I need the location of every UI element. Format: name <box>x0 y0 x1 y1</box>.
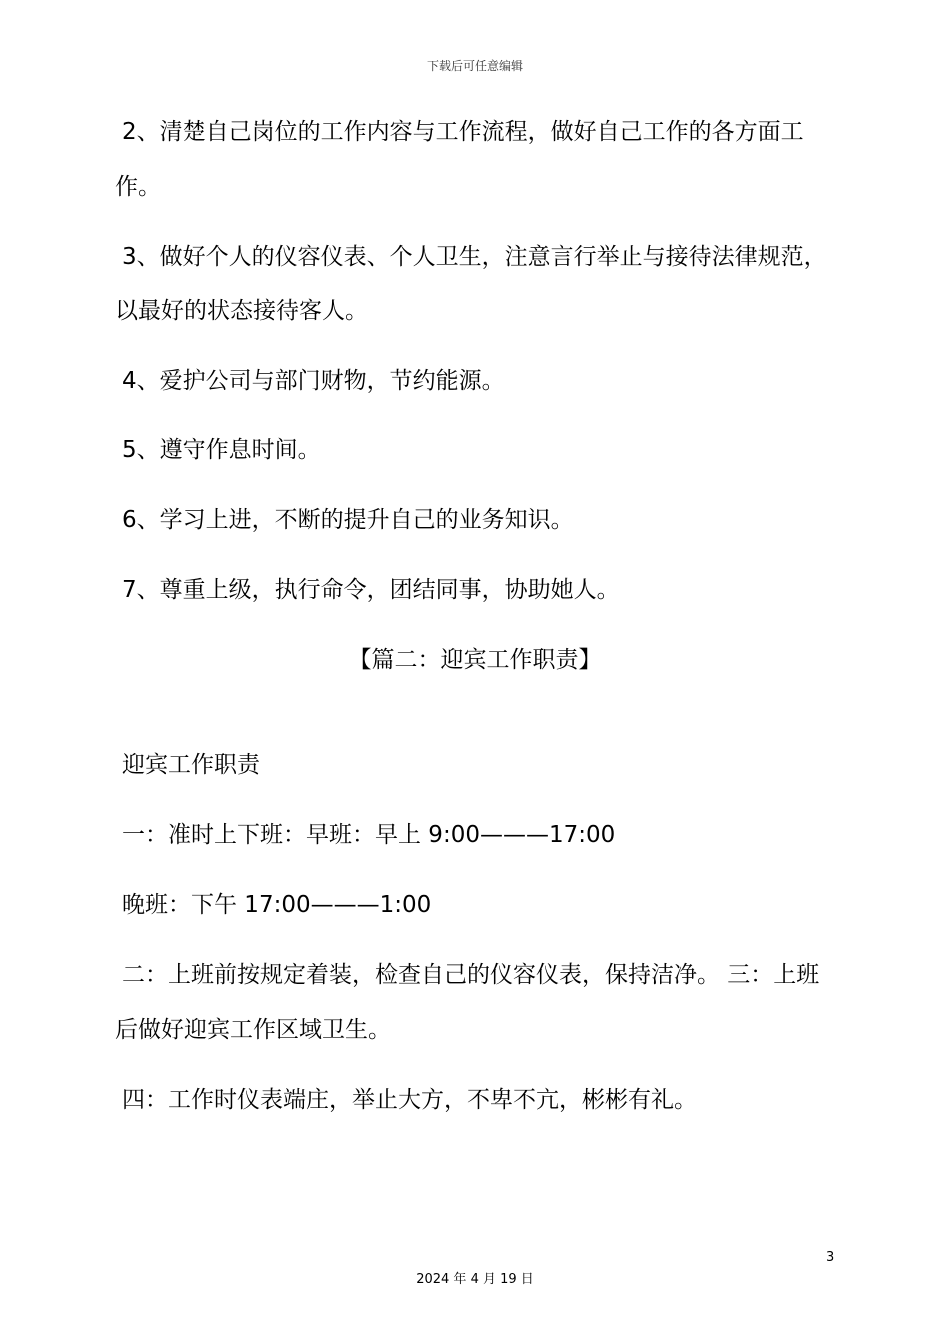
footer-date: 2024 年 4 月 19 日 <box>416 1272 534 1287</box>
duty-1-evening: 晚班：下午 17:00———1:00 <box>122 892 432 918</box>
section-title: 【篇二：迎宾工作职责】 <box>348 647 602 673</box>
page-number: 3 <box>826 1250 835 1265</box>
list-item-3-line-2: 以最好的状态接待客人。 <box>115 298 368 324</box>
duty-4: 四：工作时仪表端庄，举止大方，不卑不亢，彬彬有礼。 <box>122 1087 697 1113</box>
list-item-2-line-1: 2、清楚自己岗位的工作内容与工作流程，做好自己工作的各方面工 <box>122 119 804 145</box>
list-item-6: 6、学习上进，不断的提升自己的业务知识。 <box>122 507 574 533</box>
subheading: 迎宾工作职责 <box>122 752 260 778</box>
page-header: 下载后可任意编辑 <box>426 59 523 73</box>
duty-2-line-2: 后做好迎宾工作区域卫生。 <box>115 1017 391 1043</box>
list-item-3-line-1: 3、做好个人的仪容仪表、个人卫生，注意言行举止与接待法律规范， <box>122 244 827 270</box>
list-item-4: 4、爱护公司与部门财物，节约能源。 <box>122 368 505 394</box>
list-item-7: 7、尊重上级，执行命令，团结同事，协助她人。 <box>122 577 620 603</box>
duty-2-line-1: 二：上班前按规定着装，检查自己的仪容仪表，保持洁净。 三：上班 <box>122 962 820 988</box>
list-item-5: 5、遵守作息时间。 <box>122 437 321 463</box>
list-item-2-line-2: 作。 <box>115 174 161 200</box>
duty-1: 一：准时上下班：早班：早上 9:00———17:00 <box>122 822 616 848</box>
